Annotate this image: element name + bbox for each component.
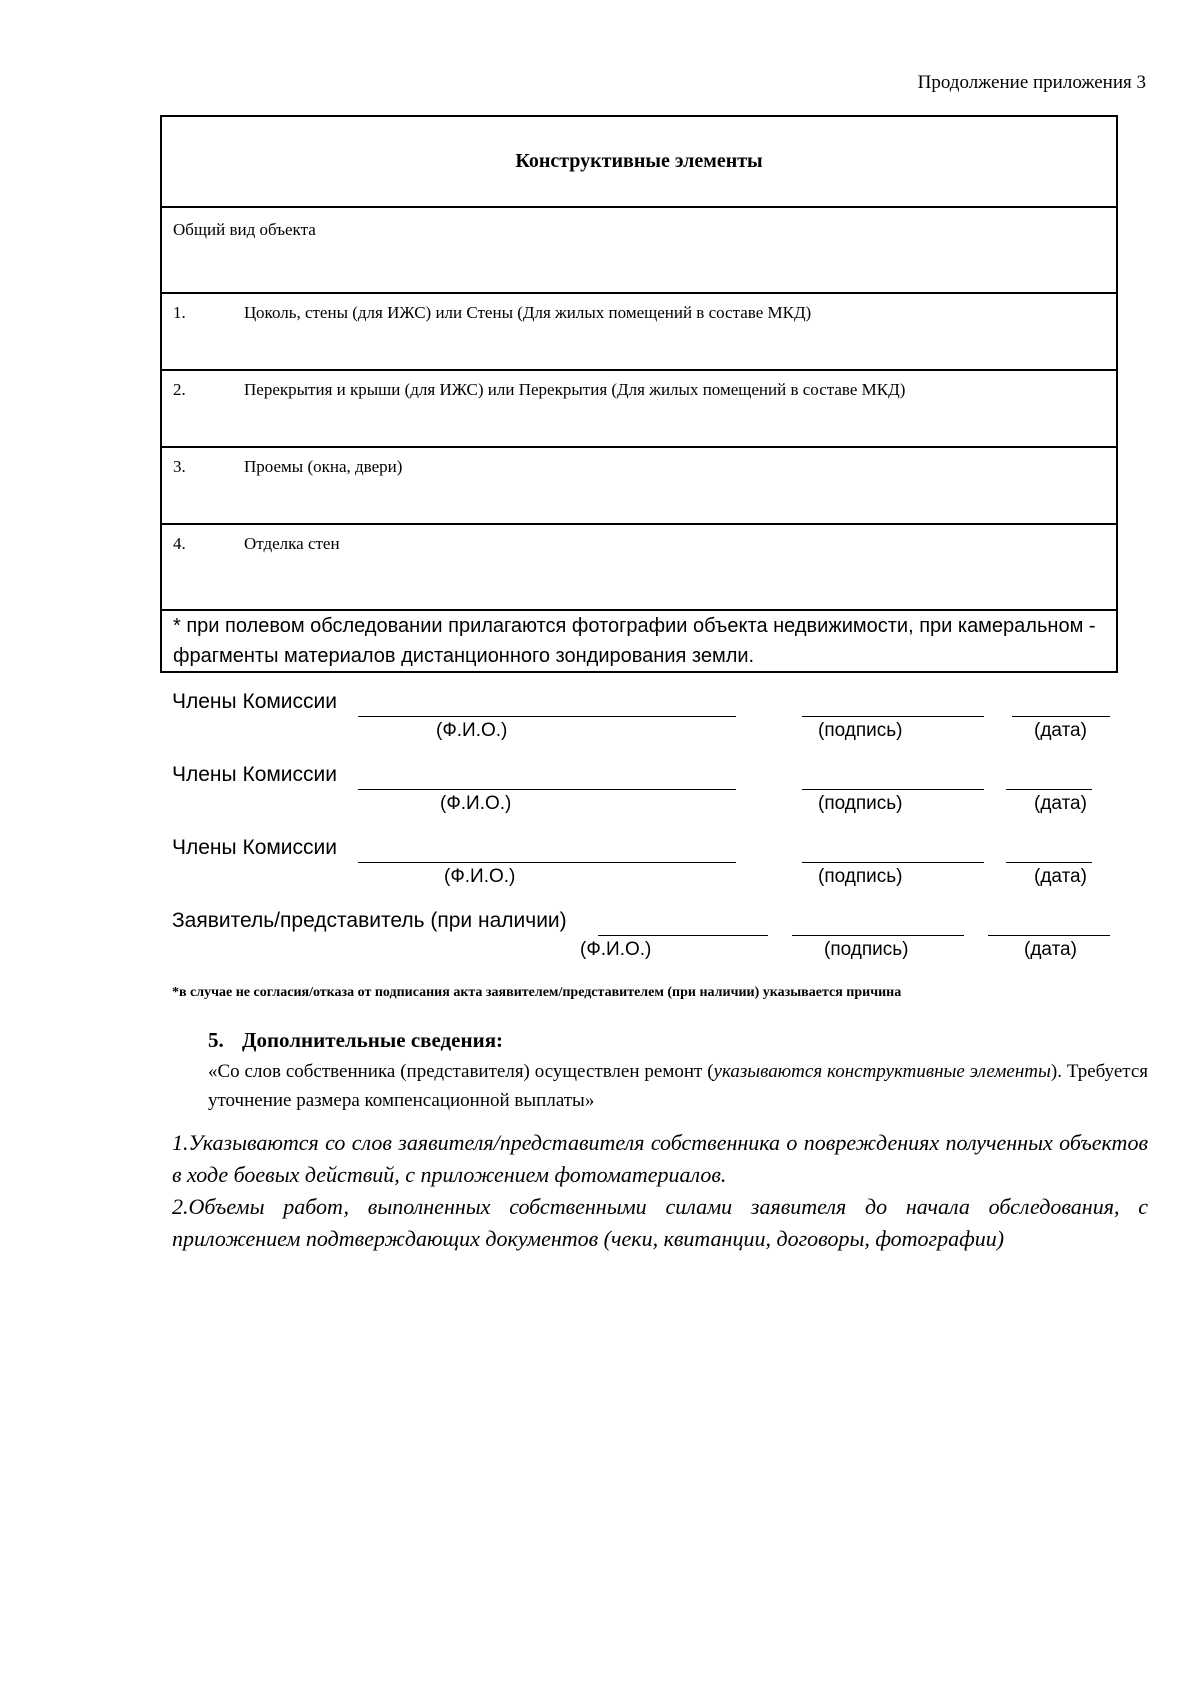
signature-caption: (подпись) [818,866,903,887]
date-caption: (дата) [1034,793,1087,814]
section-heading [172,1028,1148,1053]
signature-caption: (подпись) [818,720,903,741]
date-line[interactable] [988,935,1110,936]
note-item-1: 1.Указываются со слов заявителя/представителя собственника о повреждениях полученных объектов в ходе боевых действий, с приложением фотоматериалов. [172,1130,1148,1187]
fio-caption: (Ф.И.О.) [440,793,512,814]
fio-line[interactable] [358,862,736,863]
item-label: Отделка стен [244,534,340,553]
fio-caption: (Ф.И.О.) [436,720,508,741]
paragraph-italic: указываются конструктивные элементы [713,1061,1051,1082]
date-line[interactable] [1006,789,1092,790]
fio-line[interactable] [598,935,768,936]
item-number: 2. [173,380,186,399]
signature-applicant [172,909,1132,969]
signature-line[interactable] [802,789,984,790]
table-row-item-1 [162,294,1116,371]
note-item-2: 2.Объемы работ, выполненных собственными силами заявителя до начала обследования, с приложением подтверждающих документов (чеки, квитанции, договоры, фотографии) [172,1194,1148,1251]
item-label: Цоколь, стены (для ИЖС) или Стены (Для жилых помещений в составе МКД) [244,303,812,322]
table-row-general-view [162,208,1116,294]
member-label: Члены Комиссии [172,763,337,786]
signature-line[interactable] [792,935,964,936]
item-number: 3. [173,457,186,476]
signature-member-3 [172,836,1132,896]
table-row-item-3 [162,448,1116,525]
item-number: 1. [173,303,186,322]
signature-caption: (подпись) [824,939,909,960]
date-line[interactable] [1006,862,1092,863]
constructive-elements-table [160,115,1118,673]
signature-member-1 [172,690,1132,750]
date-caption: (дата) [1034,866,1087,887]
paragraph-end: ). Требуется уточнение размера компенсационной выплаты» [208,1061,1148,1111]
fio-caption: (Ф.И.О.) [444,866,516,887]
item-label: Проемы (окна, двери) [244,457,403,476]
signature-member-2 [172,763,1132,823]
page-header: Продолжение приложения 3 [917,72,1146,93]
table-note: * при полевом обследовании прилагаются фотографии объекта недвижимости, при камеральном - фрагменты материалов дистанционного зондирования земли. [173,615,1096,667]
date-line[interactable] [1012,716,1110,717]
general-view-label: Общий вид объекта [173,220,316,239]
fio-line[interactable] [358,716,736,717]
date-caption: (дата) [1034,720,1087,741]
fio-caption: (Ф.И.О.) [580,939,652,960]
signature-caption: (подпись) [818,793,903,814]
section-number: 5. [208,1028,224,1052]
item-label: Перекрытия и крыши (для ИЖС) или Перекрытия (Для жилых помещений в составе МКД) [244,380,906,399]
fio-line[interactable] [358,789,736,790]
table-row-item-4 [162,525,1116,611]
signature-line[interactable] [802,862,984,863]
member-label: Члены Комиссии [172,690,337,713]
paragraph-start: «Со слов собственника (представителя) осуществлен ремонт ( [208,1061,714,1082]
section-title: Дополнительные сведения: [242,1028,504,1052]
date-caption: (дата) [1024,939,1077,960]
member-label: Члены Комиссии [172,836,337,859]
table-title: Конструктивные элементы [162,117,1116,208]
section-paragraph [172,1057,1148,1115]
item-number: 4. [173,534,186,553]
refusal-footnote: *в случае не согласия/отказа от подписания акта заявителем/представителем (при наличии) указывается причина [172,985,902,1000]
applicant-label: Заявитель/представитель (при наличии) [172,909,567,932]
signature-line[interactable] [802,716,984,717]
instruction-notes [172,1127,1148,1255]
section-additional-info [172,1028,1148,1115]
table-row-item-2 [162,371,1116,448]
